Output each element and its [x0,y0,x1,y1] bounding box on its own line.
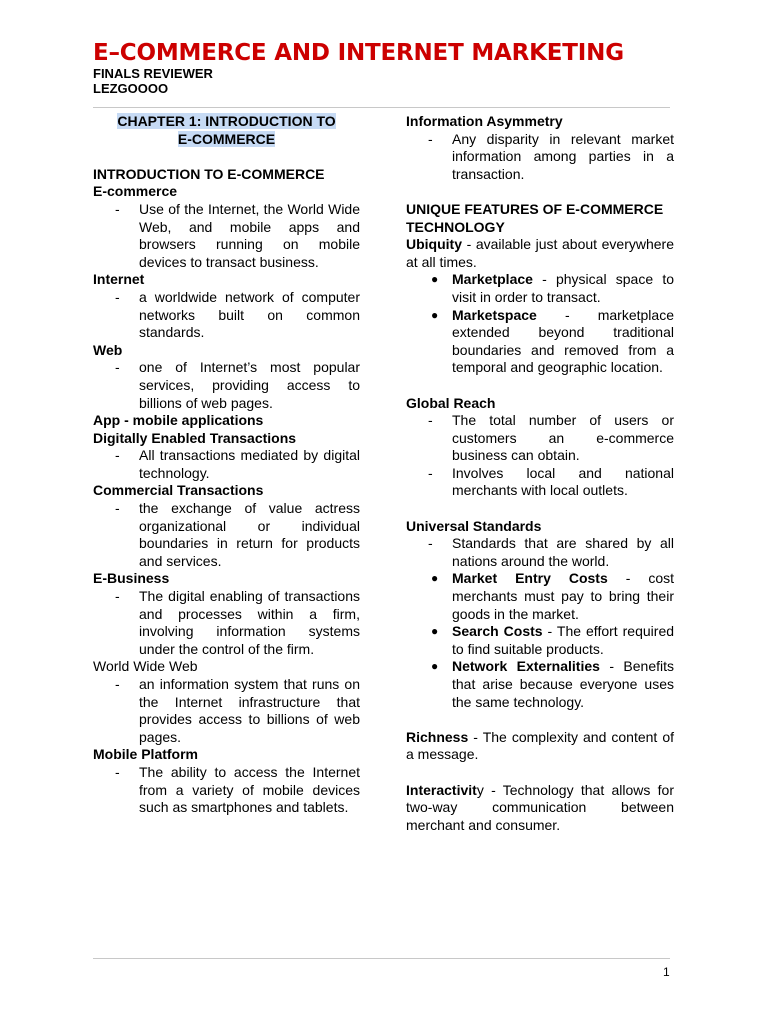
definition-item [406,465,674,500]
definition-item [406,131,674,184]
bullet-text [452,623,674,658]
bullet-marker: ● [431,624,439,639]
dash-marker: - [115,359,120,376]
bullet-text [452,271,674,306]
term-label: Marketspace [452,306,537,323]
term-heading: Global Reach [406,394,496,411]
term-heading: Information Asymmetry [406,113,563,129]
dash-marker: - [115,500,120,517]
bullet-marker: ● [431,307,439,322]
dash-marker: - [115,447,120,464]
definition-text: The ability to access the Internet from a variety of mobile devices such as smartphones and tablets. [139,763,360,816]
page-number: 1 [663,965,670,979]
document-author-line: LEZGOOOO [93,81,169,96]
bullet-text [452,570,674,623]
term-label: Market Entry Costs [452,570,608,587]
definition-text: Any disparity in relevant market information among parties in a transaction. [452,130,674,182]
dash-marker: - [115,588,120,605]
paragraph-text: - available just about everywhere at all times. [406,236,674,270]
paragraph [406,729,674,764]
dash-marker: - [428,535,433,552]
chapter-heading-line1: CHAPTER 1: INTRODUCTION TO [117,113,336,129]
definition-text: Standards that are shared by all nations around the world. [452,535,674,569]
header-divider [93,107,670,108]
term-heading: App - mobile applications [93,412,264,429]
term-heading: Commercial Transactions [93,482,264,499]
bullet-marker: ● [431,571,439,586]
dash-marker: - [115,763,120,780]
definition-item [93,588,360,658]
dash-marker: - [428,130,433,147]
definition-text: Involves local and national merchants with local outlets. [452,464,674,499]
definition-item [93,359,360,412]
dash-marker: - [428,412,433,429]
dash-marker: - [115,676,120,692]
definition-text: - The effort required to find suitable products. [452,623,675,657]
definition-item [93,289,360,342]
dash-marker: - [115,288,120,305]
paragraph-text: y - Technology that allows for two-way communication between merchant and consumer. [406,781,674,833]
term-label: Ubiquity [406,236,462,253]
definition-text: an information system that runs on the Internet infrastructure that provides access to billions of web pages. [139,676,360,745]
bullet-item [406,570,674,623]
paragraph [406,782,674,835]
term-heading: Mobile Platform [93,746,199,763]
bullet-marker: ● [431,272,439,287]
term-heading: Internet [93,271,145,288]
spacer [406,183,674,201]
definition-text: The total number of users or customers an e-commerce business can obtain. [452,412,674,464]
spacer [406,500,674,518]
spacer [406,711,674,729]
definition-item [93,201,360,271]
term-heading: E-Business [93,570,170,587]
definition-text: The digital enabling of transactions and processes within a firm, involving information systems under the control of the firm. [139,588,360,657]
term-label: Network Externalities [452,658,600,675]
definition-text: Use of the Internet, the World Wide Web, and mobile apps and browsers running on mobile devices to transact business. [139,200,360,270]
term-heading: Digitally Enabled Transactions [93,429,297,446]
definition-item [93,447,360,482]
dash-marker: - [115,200,120,217]
definition-text: a worldwide network of computer networks built on common standards. [139,288,360,341]
definition-item [406,535,674,570]
definition-text: - physical space to visit in order to transact. [452,271,674,305]
bullet-item [406,623,674,658]
definition-item [93,500,360,570]
definition-text: one of Internet’s most popular services, providing access to billions of web pages. [139,359,360,411]
definition-text: the exchange of value actress organizational or individual boundaries in return for products and services. [139,500,360,569]
term-heading: World Wide Web [93,658,198,675]
chapter-heading [93,113,360,148]
term-label: Richness [406,728,469,745]
term-heading: Web [93,341,123,358]
bullet-item [406,307,674,377]
bullet-text [452,658,674,711]
definition-item [406,412,674,465]
chapter-heading-line2: E-COMMERCE [177,130,276,147]
paragraph-text: - The complexity and content of a message. [406,728,674,763]
definition-text: - cost merchants must pay to bring their goods in the market. [452,570,674,622]
bullet-item [406,658,674,711]
section-heading: UNIQUE FEATURES OF E-COMMERCE TECHNOLOGY [406,200,664,235]
spacer [406,377,674,395]
spacer [406,764,674,782]
bullet-item [406,271,674,306]
bullet-marker: ● [431,659,439,674]
definition-item [93,764,360,817]
document-subtitle: FINALS REVIEWER [93,66,213,81]
left-column [93,113,360,817]
term-label: Marketplace [452,271,533,288]
document-title: E–COMMERCE AND INTERNET MARKETING [93,40,624,66]
dash-marker: - [428,464,433,481]
definition-text: - marketplace extended beyond traditional boundaries and removed from a temporal and geographic location. [452,306,674,376]
term-label: Search Costs [452,623,543,640]
footer-divider [93,958,670,959]
definition-text: - Benefits that arise because everyone uses the same technology. [452,658,675,710]
term-heading: E-commerce [93,183,178,200]
right-column [406,113,674,834]
paragraph [406,236,674,271]
definition-text: All transactions mediated by digital technology. [139,447,360,481]
definition-item [93,676,360,746]
section-heading: INTRODUCTION TO E-COMMERCE [93,165,325,182]
term-label: Interactivit [406,781,477,798]
term-heading: Universal Standards [406,517,542,534]
bullet-text [452,307,674,377]
